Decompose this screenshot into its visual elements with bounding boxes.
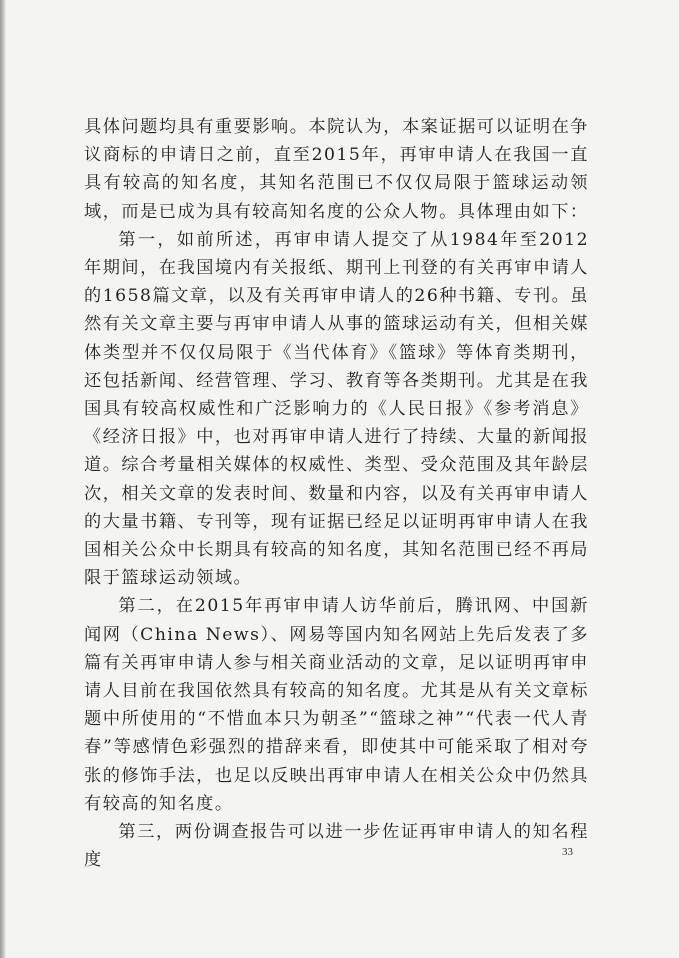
paragraph-reason-three: 第三，两份调查报告可以进一步佐证再审申请人的知名程度 [84, 822, 589, 871]
paragraph-reason-two: 第二，在2015年再审申请人访华前后，腾讯网、中国新闻网（China News）、网易等国内知名网站上先后发表了多篇有关再审申请人参与相关商业活动的文章，足以证明再审申请人目前在我国依然具有较高的知名度。尤其是从有关文章标题中所使用的“不惜血本只为朝圣”“篮球之神”“代表一代人青春”等感情色彩强烈的措辞来看，即使其中可能采取了相对夸张的修饰手法，也足以反映出再审申请人在相关公众中仍然具有较高的知名度。 [84, 596, 589, 814]
page-binding-edge [0, 0, 6, 958]
page-number: 33 [562, 846, 573, 858]
paragraph-continuation: 具体问题均具有重要影响。本院认为，本案证据可以证明在争议商标的申请日之前，直至2015年，再审申请人在我国一直具有较高的知名度，其知名范围已不仅仅局限于篮球运动领域，而是已成为具有较高知名度的公众人物。具体理由如下： [84, 117, 589, 222]
paragraph-reason-one: 第一，如前所述，再审申请人提交了从1984年至2012年期间，在我国境内有关报纸、期刊上刊登的有关再审申请人的1658篇文章，以及有关再审申请人的26种书籍、专刊。虽然有关文章主要与再审申请人从事的篮球运动有关，但相关媒体类型并不仅仅局限于《当代体育》《篮球》等体育类期刊，还包括新闻、经营管理、学习、教育等各类期刊。尤其是在我国具有较高权威性和广泛影响力的《人民日报》《参考消息》《经济日报》中，也对再审申请人进行了持续、大量的新闻报道。综合考量相关媒体的权威性、类型、受众范围及其年龄层次，相关文章的发表时间、数量和内容，以及有关再审申请人的大量书籍、专刊等，现有证据已经足以证明再审申请人在我国相关公众中长期具有较高的知名度，其知名范围已经不再局限于篮球运动领域。 [84, 229, 589, 589]
document-body [84, 113, 589, 874]
